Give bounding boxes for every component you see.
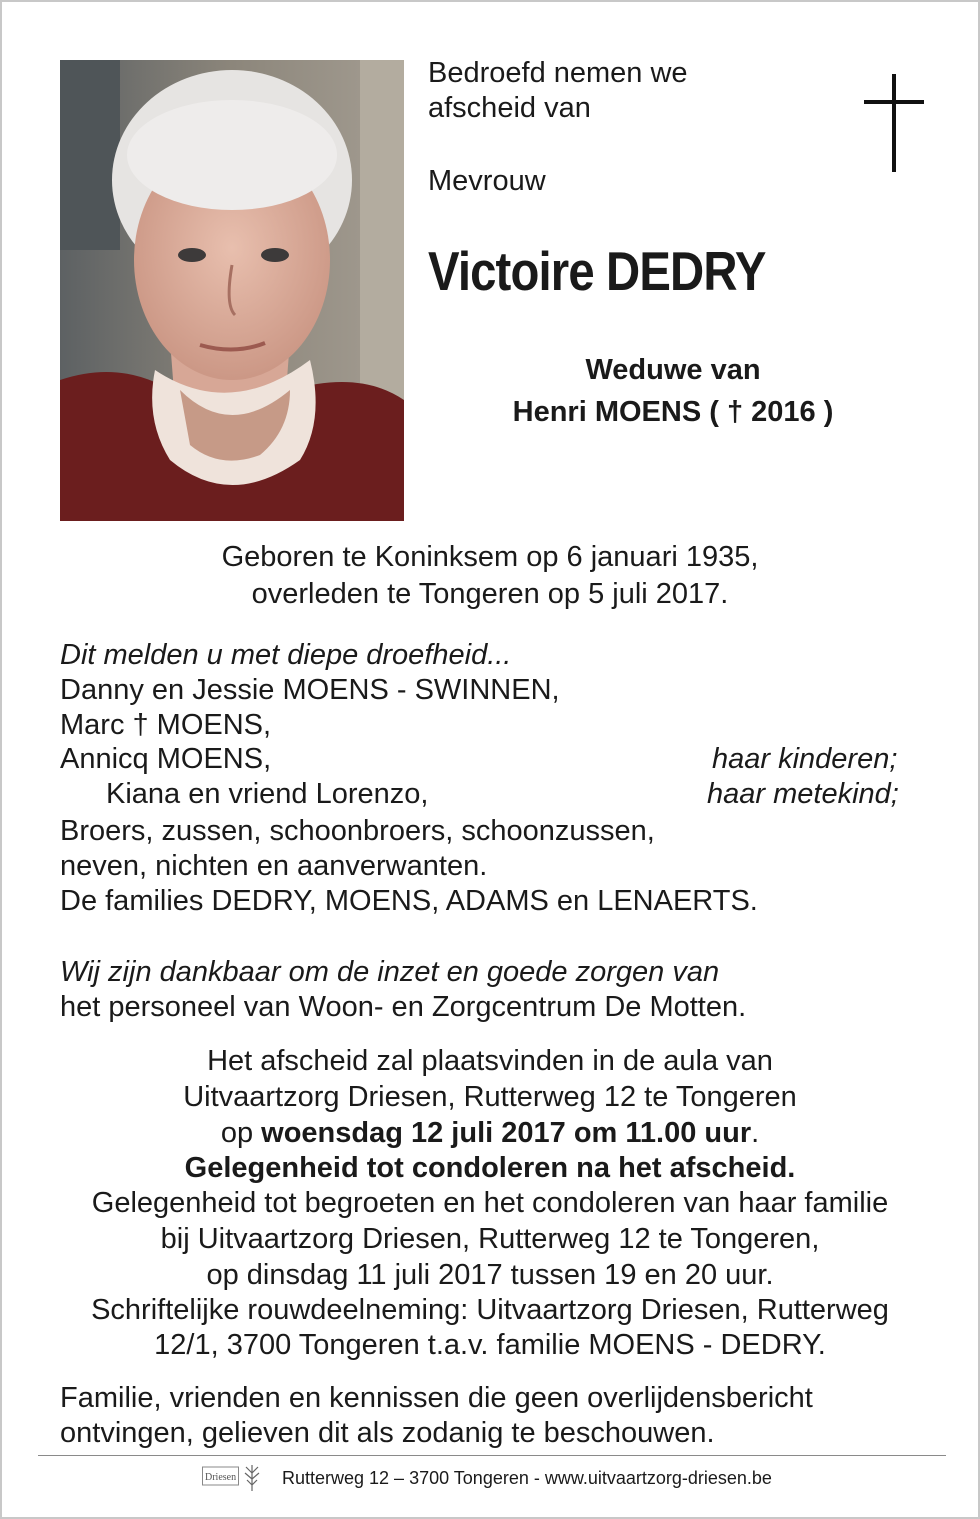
role-children: haar kinderen;: [712, 743, 898, 775]
mourner-line-5: Broers, zussen, schoonbroers, schoonzussen,: [60, 815, 655, 847]
intro-line-1: Bedroefd nemen we: [428, 57, 688, 89]
ceremony-line-8: Schriftelijke rouwdeelneming: Uitvaartzorg Driesen, Rutterweg: [91, 1294, 889, 1326]
intro-line-2: afscheid van: [428, 92, 591, 124]
mourner-line-4: Kiana en vriend Lorenzo,: [106, 778, 429, 810]
birth-line: Geboren te Koninksem op 6 januari 1935,: [221, 541, 759, 573]
ceremony-line-3: [42, 1116, 938, 1150]
role-godchild: haar metekind;: [707, 778, 899, 810]
portrait-photo: [60, 60, 404, 521]
funeral-home-logo: [202, 1461, 264, 1499]
death-line: overleden te Tongeren op 5 juli 2017.: [251, 578, 729, 610]
ceremony-date: woensdag 12 juli 2017 om 11.00 uur: [261, 1117, 752, 1149]
mourners-intro: Dit melden u met diepe droefheid...: [60, 639, 512, 671]
ceremony-line-5: Gelegenheid tot begroeten en het condoleren van haar familie: [91, 1187, 889, 1219]
logo-text: Driesen: [205, 1472, 237, 1483]
thanks-line-2: het personeel van Woon- en Zorgcentrum De Motten.: [60, 991, 747, 1023]
mourner-line-7: De families DEDRY, MOENS, ADAMS en LENAERTS.: [60, 885, 758, 917]
ceremony-line-3-suffix: .: [751, 1117, 760, 1149]
deceased-name: Victoire DEDRY: [428, 240, 766, 302]
footer-divider: [38, 1455, 946, 1456]
mourner-line-2: Marc † MOENS,: [60, 709, 272, 741]
ceremony-line-4: Gelegenheid tot condoleren na het afscheid.: [184, 1152, 796, 1184]
footer-address: Rutterweg 12 – 3700 Tongeren - www.uitvaartzorg-driesen.be: [282, 1468, 772, 1488]
cross-icon: [864, 74, 924, 172]
ceremony-line-3-prefix: op: [220, 1117, 262, 1149]
mourner-line-3: Annicq MOENS,: [60, 743, 272, 775]
ceremony-line-1: Het afscheid zal plaatsvinden in de aula van: [207, 1045, 773, 1077]
widow-line-1: Weduwe van: [585, 354, 761, 386]
mourner-line-1: Danny en Jessie MOENS - SWINNEN,: [60, 674, 560, 706]
portrait-illustration: [60, 60, 404, 521]
title-prefix: Mevrouw: [428, 165, 546, 197]
ceremony-line-6: bij Uitvaartzorg Driesen, Rutterweg 12 te Tongeren,: [160, 1223, 820, 1255]
widow-line-2: Henri MOENS ( † 2016 ): [512, 396, 834, 428]
closing-line-2: ontvingen, gelieven dit als zodanig te beschouwen.: [60, 1417, 715, 1449]
mourner-line-6: neven, nichten en aanverwanten.: [60, 850, 488, 882]
ceremony-line-7: op dinsdag 11 juli 2017 tussen 19 en 20 uur.: [206, 1259, 774, 1291]
closing-line-1: Familie, vrienden en kennissen die geen overlijdensbericht: [60, 1382, 813, 1414]
thanks-line-1: Wij zijn dankbaar om de inzet en goede zorgen van: [60, 956, 720, 988]
ceremony-line-9: 12/1, 3700 Tongeren t.a.v. familie MOENS - DEDRY.: [154, 1329, 826, 1361]
ceremony-line-2: Uitvaartzorg Driesen, Rutterweg 12 te Tongeren: [183, 1081, 797, 1113]
